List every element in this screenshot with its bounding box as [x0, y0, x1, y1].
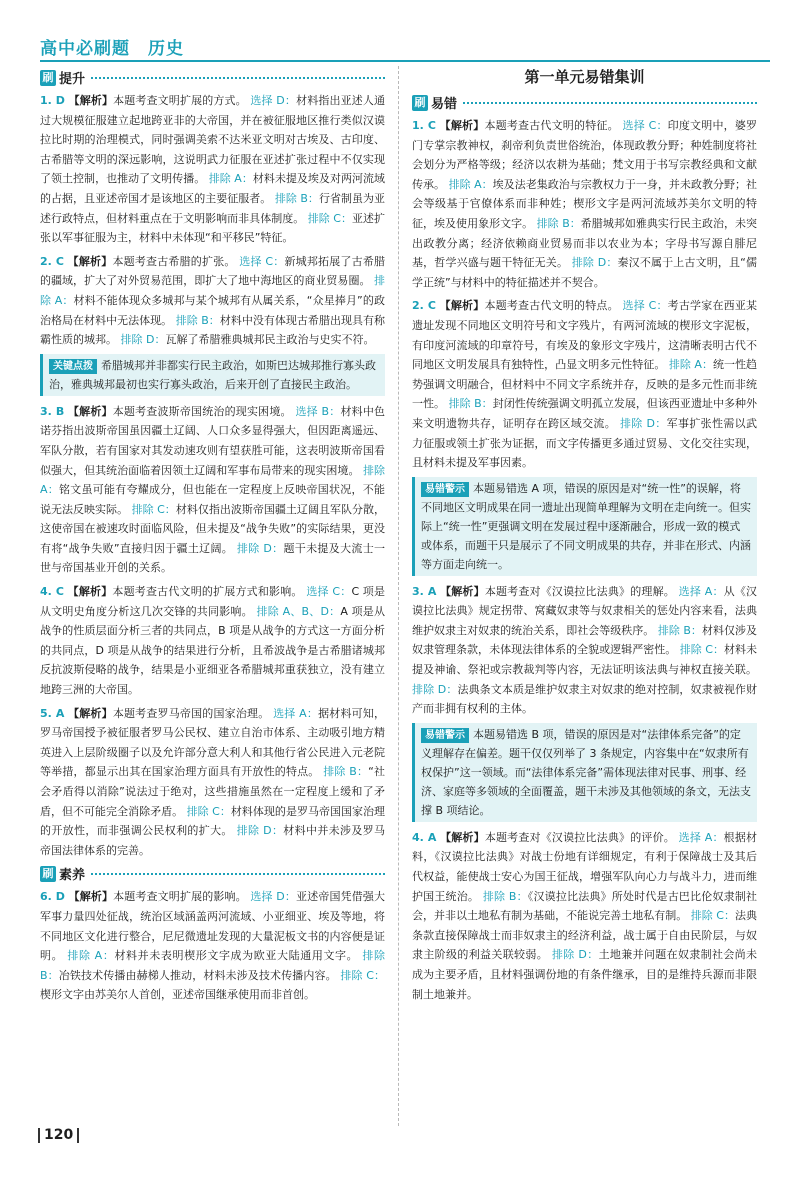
warning-label: 易错警示	[421, 482, 469, 497]
choice-marker: 选择 A：	[273, 706, 319, 720]
analysis-label: 【解析】	[67, 404, 113, 418]
shua-icon: 刷	[412, 95, 428, 111]
answer-text: 瓦解了希腊雅典城邦民主政治与史实不符。	[165, 333, 375, 347]
analysis-label: 【解析】	[68, 94, 114, 107]
answer-text: 亚述扩张以军事征服为主，材料中未体现“和平移民”特征。	[40, 211, 386, 245]
answer-text: 冶铁技术传播由赫梯人推动，材料未涉及技术传播内容。	[58, 968, 337, 982]
answer-text: 封闭性传统强调文明孤立发展，但该西亚遗址中多种外来文明遗物共存，证明存在跨区域交流。	[412, 397, 758, 430]
exclude-marker: 排除 D：	[412, 682, 458, 696]
choice-marker: 选择 C：	[622, 299, 668, 313]
exclude-marker: 排除 A：	[67, 949, 115, 963]
answer-number: 3. B	[40, 404, 65, 418]
exclude-marker: 排除 C：	[307, 211, 352, 225]
answer-text: 埃及法老集政治与宗教权力于一身，并未政教分野；社会等级基于官僚体系而非种姓；楔形文字是两河流域苏美尔文明的特征，埃及使用象形文字。	[412, 177, 758, 230]
section-title: 提升	[59, 72, 86, 87]
answer-text: 统一性趋势强调文明融合，但材料中不同文字系统并存，反映的是多元性而非统一性。	[412, 358, 758, 411]
analysis-label: 【解析】	[67, 585, 113, 599]
answer-text: C 项是从文明史角度分析这几次交锋的共同影响。	[40, 585, 385, 618]
exclude-marker: 排除 D：	[551, 948, 599, 962]
answer-text: “社会矛盾得以消除”说法过于绝对，这些措施虽然在一定程度上缓和了矛盾，但不可能完全消除矛盾。	[40, 765, 386, 818]
exclude-marker: 排除 B：	[274, 191, 319, 205]
key-point-label: 关键点拨	[49, 359, 97, 374]
exclude-marker: 排除 A：	[40, 274, 385, 307]
exclude-marker: 排除 D：	[571, 256, 618, 270]
answer-text: 土地兼并问题在奴隶制社会尚未成为主要矛盾，且材料强调份地的有条件继承，目的是维持兵源而非限制土地兼并。	[412, 948, 758, 1001]
answer-text: 本题考查对《汉谟拉比法典》的理解。	[484, 584, 675, 598]
answer-text: 印度文明中，婆罗门专掌宗教神权，刹帝利负责世俗统治，体现政教分野；种姓制度将社会划分为严格等级；经济以农耕为基础；梵文用于书写宗教经典和文献传承。	[412, 119, 758, 191]
answer-text: 楔形文字由苏美尔人首创，亚述帝国继承使用而非首创。	[40, 988, 315, 1002]
answer-text: 考古学家在西亚某遗址发现不同地区文明符号和文字残片，有两河流域的楔形文字泥板，有印度河流域的印章符号，有埃及的象形文字残片，这清晰表明古代不同地区文明发展具有独特性，凸显文明多元性特征。	[412, 299, 758, 372]
answer-text: 根据材料，《汉谟拉比法典》对战士份地有详细规定，有利于保障战士及其后代权益，能使战士安心为国王征战，增强军队向心力与战斗力，进而维护国王统治。	[412, 830, 758, 903]
exclude-marker: 排除 A：	[40, 463, 386, 497]
answer-number: 4. C	[40, 585, 64, 599]
choice-marker: 选择 D：	[250, 94, 297, 107]
section-header-suyang	[40, 864, 385, 883]
answer-number: 3. A	[412, 584, 437, 598]
exclude-marker: 排除 C：	[679, 643, 724, 657]
exclude-marker: 排除 A、B、D：	[256, 604, 341, 618]
answer-item-2	[40, 252, 385, 350]
exclude-marker: 排除 C：	[690, 909, 735, 923]
answer-text: 本题考查文明扩展的影响。	[113, 890, 247, 904]
exclude-marker: 排除 B：	[448, 397, 493, 411]
answer-text: 本题考查对《汉谟拉比法典》的评价。	[484, 830, 675, 844]
answer-item-r2	[412, 296, 757, 472]
exclude-marker: 排除 A：	[208, 172, 253, 186]
warning-box-1	[412, 477, 757, 576]
analysis-label: 【解析】	[439, 119, 485, 132]
warning-text: 本题易错选 A 项，错误的原因是对“统一性”的误解，将不同地区文明成果在同一遗址出现简单理解为文明在走向统一。但实际上“统一性”更强调文明在发展过程中逐渐融合，形成一致的模式或体系，而题干只是展示了不同文明成果的共存，并非在形式、内涵等方面走向统一。	[421, 481, 751, 571]
analysis-label: 【解析】	[439, 299, 485, 313]
answer-number: 2. C	[412, 299, 436, 313]
analysis-label: 【解析】	[67, 254, 113, 268]
section-title: 素养	[59, 868, 86, 884]
choice-marker: 选择 A：	[678, 584, 724, 598]
exclude-marker: 排除 D：	[236, 824, 284, 838]
choice-marker: 选择 C：	[239, 254, 285, 268]
shua-icon: 刷	[40, 70, 56, 86]
exclude-marker: 排除 A：	[448, 177, 493, 191]
right-column	[412, 66, 757, 1008]
answer-text: 题干未提及大流士一世与帝国基业开创的关系。	[40, 541, 386, 575]
answer-text: 从《汉谟拉比法典》规定拐带、窝藏奴隶等与奴隶相关的惩处内容来看，法典维护奴隶主对奴隶的统治关系，即社会等级秩序。	[412, 584, 758, 637]
answer-text: 材料指出亚述人通过大规模征服建立起地跨亚非的大帝国，并在被征服地区推行类似汉谟拉比时期的治理模式，同时强调美索不达米亚文明对古埃及、古印度、古希腊等文明的深远影响，这说明武力征服在亚述扩张过程中不仅实现了领土控制，也推动了文明传播。	[40, 94, 386, 186]
page-header-title: 高中必刷题 历史	[40, 39, 184, 59]
section-header-yicuo	[412, 93, 757, 112]
exclude-marker: 排除 B：	[40, 949, 386, 982]
column-divider	[398, 66, 399, 1126]
exclude-marker: 排除 C：	[186, 804, 231, 818]
choice-marker: 选择 B：	[295, 404, 341, 418]
answer-text: 本题考查古代文明的特点。	[484, 299, 619, 313]
answer-text: 本题考查罗马帝国的国家治理。	[112, 706, 270, 720]
section-title: 易错	[431, 97, 458, 112]
exclude-marker: 排除 D：	[120, 333, 166, 347]
answer-text: 材料中并未涉及罗马帝国法律体系的完善。	[40, 824, 386, 857]
section-rule	[91, 77, 385, 79]
answer-text: 法典条款直接保障战士而非奴隶主的经济利益，战士属于自由民阶层，与奴隶主阶级的利益关联较弱。	[412, 909, 758, 962]
answer-number: 1. C	[412, 119, 436, 132]
answer-item-r3	[412, 582, 757, 719]
answer-number: 6. D	[40, 890, 65, 904]
answer-text: 材料未提及埃及对两河流域的占据，且亚述帝国才是该地区的主要征服者。	[40, 172, 386, 205]
exclude-marker: 排除 A：	[668, 358, 713, 372]
key-point-text: 希腊城邦并非都实行民主政治，如斯巴达城邦推行寡头政治，雅典城邦最初也实行寡头政治，后来开创了直接民主政治。	[49, 358, 376, 391]
answer-item-4	[40, 582, 385, 700]
answer-text: 秦汉不属于上古文明，且“儒学正统”与材料中的特征描述并不契合。	[412, 256, 758, 289]
exclude-marker: 排除 B：	[657, 623, 702, 637]
exclude-marker: 排除 B：	[323, 765, 369, 779]
unit-title: 第一单元易错集训	[524, 68, 645, 86]
answer-text: 本题考查波斯帝国统治的现实困境。	[112, 404, 292, 418]
answer-text: 法典条文本质是维护奴隶主对奴隶的绝对控制，奴隶被视作财产而非拥有权利的主体。	[412, 682, 758, 716]
exclude-marker: 排除 B：	[175, 313, 220, 327]
analysis-label: 【解析】	[68, 890, 114, 904]
answer-item-5	[40, 704, 385, 861]
answer-text: 希腊城邦如雅典实行民主政治，未突出政教分离；经济依赖商业贸易而非以农业为本；字母书写源自腓尼基，哲学兴盛与题干特征无关。	[412, 216, 758, 270]
answer-text: A 项是从战争的性质层面分析三者的共同点，B 项是从战争的方式这一方面分析的共同点，D 项是从战争的结果进行分析，且希波战争是古希腊诸城邦反抗波斯侵略的战争，结果是小亚细亚各希腊城邦重获独立，没有建立地跨三洲的大帝国。	[40, 604, 385, 697]
exclude-marker: 排除 B：	[482, 889, 528, 903]
choice-marker: 选择 C：	[306, 585, 352, 599]
answer-item-6	[40, 887, 385, 1005]
section-rule	[463, 102, 757, 104]
warning-box-2	[412, 723, 757, 822]
exclude-marker: 排除 D：	[619, 416, 667, 430]
analysis-label: 【解析】	[440, 584, 485, 598]
answer-text: 本题考查古代文明的特征。	[484, 119, 619, 132]
answer-text: 军事扩张性需以武力征服或领土扩张为证据，而文字传播更多通过贸易、文化交往实现，且材料未提及军事因素。	[412, 416, 758, 470]
answer-text: 材料并未表明楔形文字成为欧亚大陆通用文字。	[114, 949, 359, 963]
section-rule	[91, 873, 385, 875]
key-point-box	[40, 354, 385, 396]
answer-item-r1	[412, 116, 757, 292]
answer-text: 行省制虽为亚述行政特点，但材料重点在于文明影响而非具体制度。	[40, 191, 386, 225]
answer-text: 据材料可知，罗马帝国授予被征服者罗马公民权、建立自治市体系、主动吸引地方精英进入上层阶级圈子以及允许部分意大利人和其他行省公民进入元老院等举措，都显示出其在国家治理方面具有开放性的特点。	[40, 706, 386, 779]
analysis-label: 【解析】	[440, 830, 485, 844]
answer-text: 材料中没有体现古希腊出现具有称霸性质的城邦。	[40, 313, 386, 347]
page-number: 120	[38, 1128, 79, 1143]
choice-marker: 选择 C：	[622, 119, 668, 132]
answer-item-3	[40, 402, 385, 578]
exclude-marker: 排除 D：	[236, 541, 284, 555]
answer-text: 本题考查古代文明的扩展方式和影响。	[112, 585, 303, 599]
header-rule	[40, 60, 770, 62]
answer-text: 材料中色诺芬指出波斯帝国虽因疆土辽阔、人口众多显得强大，但因距离遥远、军队分散，若有国家对其发动速攻则有望获胜可能，这表明波斯帝国看似强大，但其统治面临着因领土辽阔和军事布局带来的现实困境。	[40, 404, 386, 477]
answer-item-1	[40, 91, 385, 248]
exclude-marker: 排除 C：	[131, 502, 176, 516]
section-header-tisheng	[40, 68, 385, 87]
answer-text: 材料体现的是罗马帝国国家治理的开放性，而非强调公民权利的扩大。	[40, 804, 386, 838]
answer-number: 2. C	[40, 254, 64, 268]
warning-text: 本题易错选 B 项，错误的原因是对“法律体系完备”的定义理解存在偏差。题干仅仅列举了 3 条规定，内容集中在“奴隶所有权保护”这一领域。而“法律体系完备”需体现法律对民事、刑事、经济、家庭等多领域的全面覆盖，题干未涉及其他领域的条文，无法支撑 B 项结论。	[421, 727, 751, 817]
answer-text: 《汉谟拉比法典》所处时代是古巴比伦奴隶制社会，并非以土地私有制为基础，不能说完善土地私有制。	[412, 889, 758, 923]
answer-number: 5. A	[40, 706, 65, 720]
left-column	[40, 66, 385, 1009]
exclude-marker: 排除 C：	[340, 968, 386, 982]
answer-text: 亚述帝国凭借强大军事力量四处征战，统治区域涵盖两河流域、小亚细亚、埃及等地，将不同地区文化进行整合，尼尼微遗址发现的大量泥板文书的内容便是证明。	[40, 890, 386, 963]
answer-text: 新城邦拓展了古希腊的疆域，扩大了对外贸易范围，即扩大了地中海地区的商业贸易圈。	[40, 254, 386, 288]
choice-marker: 选择 D：	[250, 890, 297, 904]
answer-text: 铭文虽可能有夸耀成分，但也能在一定程度上反映帝国状况，不能说无法反映实际。	[40, 483, 385, 516]
exclude-marker: 排除 B：	[536, 216, 581, 230]
choice-marker: 选择 A：	[678, 830, 724, 844]
answer-text: 材料仅涉及奴隶管理条款，未体现法律体系的全貌或逻辑严密性。	[412, 623, 758, 657]
warning-label: 易错警示	[421, 728, 469, 743]
answer-item-r4	[412, 828, 757, 1004]
answer-text: 材料未提及神谕、祭祀或宗教裁判等内容，无法证明该法典与神权直接关联。	[412, 643, 758, 677]
answer-number: 4. A	[412, 830, 437, 844]
shua-icon: 刷	[40, 866, 56, 882]
answer-text: 本题考查文明扩展的方式。	[113, 94, 247, 107]
analysis-label: 【解析】	[68, 706, 113, 720]
answer-text: 材料不能体现众多城邦与某个城邦有从属关系，“众星捧月”的政治格局在材料中无法体现。	[40, 293, 385, 327]
answer-text: 材料仅指出波斯帝国疆土辽阔且军队分散，这使帝国在被速攻时面临风险，但未提及“战争失败”的实际结果，更没有将“战争失败”直接归因于疆土辽阔。	[40, 502, 386, 555]
answer-text: 本题考查古希腊的扩张。	[112, 254, 236, 268]
answer-number: 1. D	[40, 94, 65, 107]
